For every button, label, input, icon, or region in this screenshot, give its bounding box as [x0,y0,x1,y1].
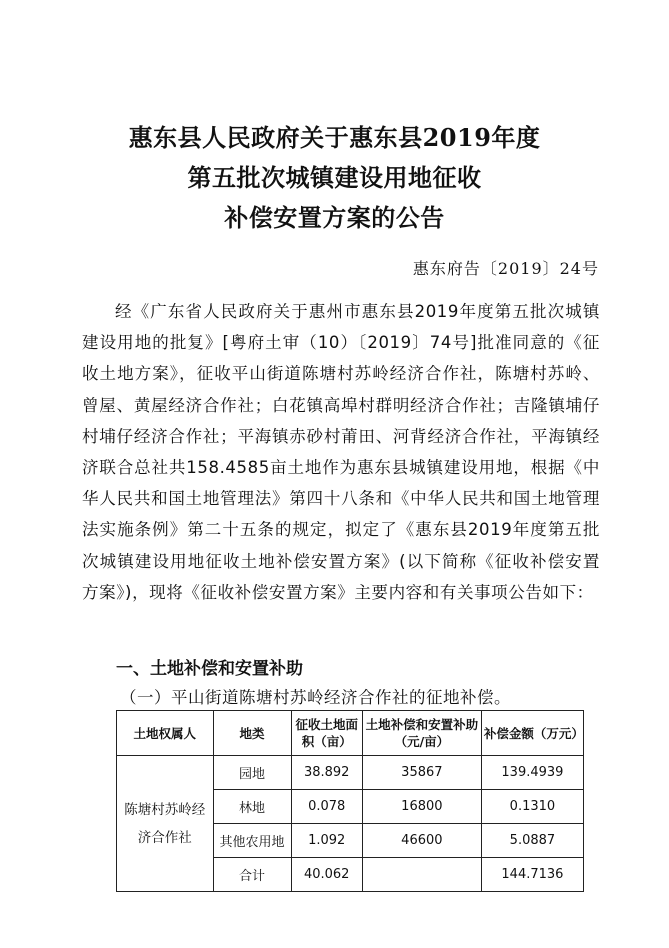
document-number: 惠东府告〔2019〕24号 [412,259,599,278]
cell-land-type: 林地 [213,790,291,824]
header-amount: 补偿金额（万元） [481,711,583,756]
cell-total-area: 40.062 [291,858,362,892]
header-land-type: 地类 [213,711,291,756]
table-row [117,756,584,790]
cell-total-rate [362,858,481,892]
body-paragraph: 经《广东省人民政府关于惠州市惠东县2019年度第五批次城镇建设用地的批复》[粤府土审（10）〔2019〕74号]批准同意的《征收土地方案》，征收平山街道陈塘村苏岭经济合作社，陈塘村苏岭、曾屋、黄屋经济合作社；白花镇高埠村群明经济合作社；吉隆镇埔仔村埔仔经济合作社；平海镇赤砂村莆田、河背经济合作社，平海镇经济联合总社共158.4585亩土地作为惠东县城镇建设用地，根据《中华人民共和国土地管理法》第四十八条和《中华人民共和国土地管理法实施条例》第二十五条的规定，拟定了《惠东县2019年度第五批次城镇建设用地征收土地补偿安置方案》(以下简称《征收补偿安置方案》)，现将《征收补偿安置方案》主要内容和有关事项公告如下： [82,302,600,602]
header-owner: 土地权属人 [117,711,214,756]
cell-rate: 35867 [362,756,481,790]
header-area: 征收土地面积（亩） [291,711,362,756]
title-line-2: 第五批次城镇建设用地征收 [187,163,482,192]
cell-area: 38.892 [291,756,362,790]
cell-land-type: 园地 [213,756,291,790]
cell-total-label: 合计 [213,858,291,892]
sub-heading: （一）平山街道陈塘村苏岭经济合作社的征地补偿。 [120,688,511,707]
cell-total-amount: 144.7136 [481,858,583,892]
cell-land-type: 其他农用地 [213,824,291,858]
cell-area: 0.078 [291,790,362,824]
cell-area: 1.092 [291,824,362,858]
compensation-table [116,710,584,892]
cell-rate: 16800 [362,790,481,824]
title-line-1: 惠东县人民政府关于惠东县2019年度 [128,123,541,152]
cell-amount: 139.4939 [481,756,583,790]
owner-cell: 陈塘村苏岭经济合作社 [117,756,214,892]
section-heading: 一、土地补偿和安置补助 [116,659,303,679]
cell-rate: 46600 [362,824,481,858]
cell-amount: 5.0887 [481,824,583,858]
cell-amount: 0.1310 [481,790,583,824]
header-rate: 土地补偿和安置补助（元/亩） [362,711,481,756]
table-header-row [117,711,584,756]
title-line-3: 补偿安置方案的公告 [224,203,445,232]
